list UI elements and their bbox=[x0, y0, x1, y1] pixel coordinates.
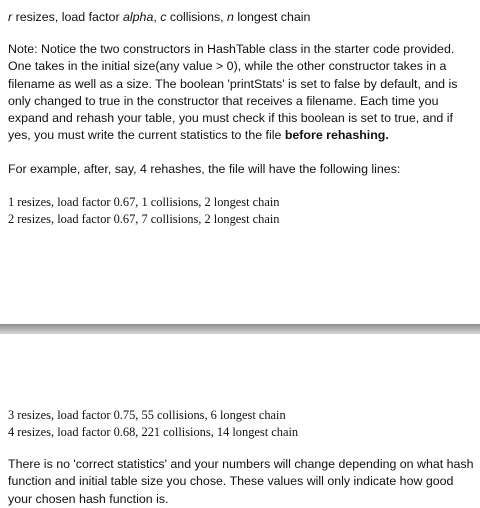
stat-line: 1 resizes, load factor 0.67, 1 collisions, 2 longest chain bbox=[8, 195, 280, 209]
format-text: resizes, load factor bbox=[12, 10, 124, 24]
format-var-alpha: alpha bbox=[123, 10, 154, 24]
closing-paragraph: There is no 'correct statistics' and your numbers will change depending on what hash function and initial table size you chose. These values will only indicate how good your chosen hash function is. bbox=[8, 457, 474, 506]
note-emphasis: before rehashing. bbox=[284, 128, 389, 143]
format-text: , bbox=[153, 10, 161, 24]
format-text: longest chain bbox=[233, 10, 311, 24]
stat-line: 3 resizes, load factor 0.75, 55 collisions, 6 longest chain bbox=[8, 408, 286, 422]
stat-line: 4 resizes, load factor 0.68, 221 collisions, 14 longest chain bbox=[8, 425, 299, 439]
format-var-r: r bbox=[8, 10, 13, 24]
note-paragraph bbox=[8, 41, 474, 145]
format-var-c: c bbox=[160, 10, 167, 24]
stat-lines-bottom bbox=[8, 407, 474, 441]
format-line bbox=[8, 9, 474, 26]
page-divider bbox=[0, 324, 480, 334]
stat-lines-top bbox=[8, 194, 474, 228]
stat-line: 2 resizes, load factor 0.67, 7 collisions, 2 longest chain bbox=[8, 212, 280, 226]
format-var-n: n bbox=[227, 10, 234, 24]
format-text: collisions, bbox=[166, 10, 228, 24]
example-intro: For example, after, say, 4 rehashes, the file will have the following lines: bbox=[8, 162, 401, 176]
note-text: Note: Notice the two constructors in HashTable class in the starter code provided. One takes in the initial size(any value > 0), while the other constructor takes in a filename as well as a size. The boolean 'printStats' is set to false by default, and is only changed to true in the constructor that receives a filename. Each time you expand and rehash your table, you must check if this boolean is set to true, and if yes, you must write the current statistics to the file bbox=[8, 42, 458, 143]
